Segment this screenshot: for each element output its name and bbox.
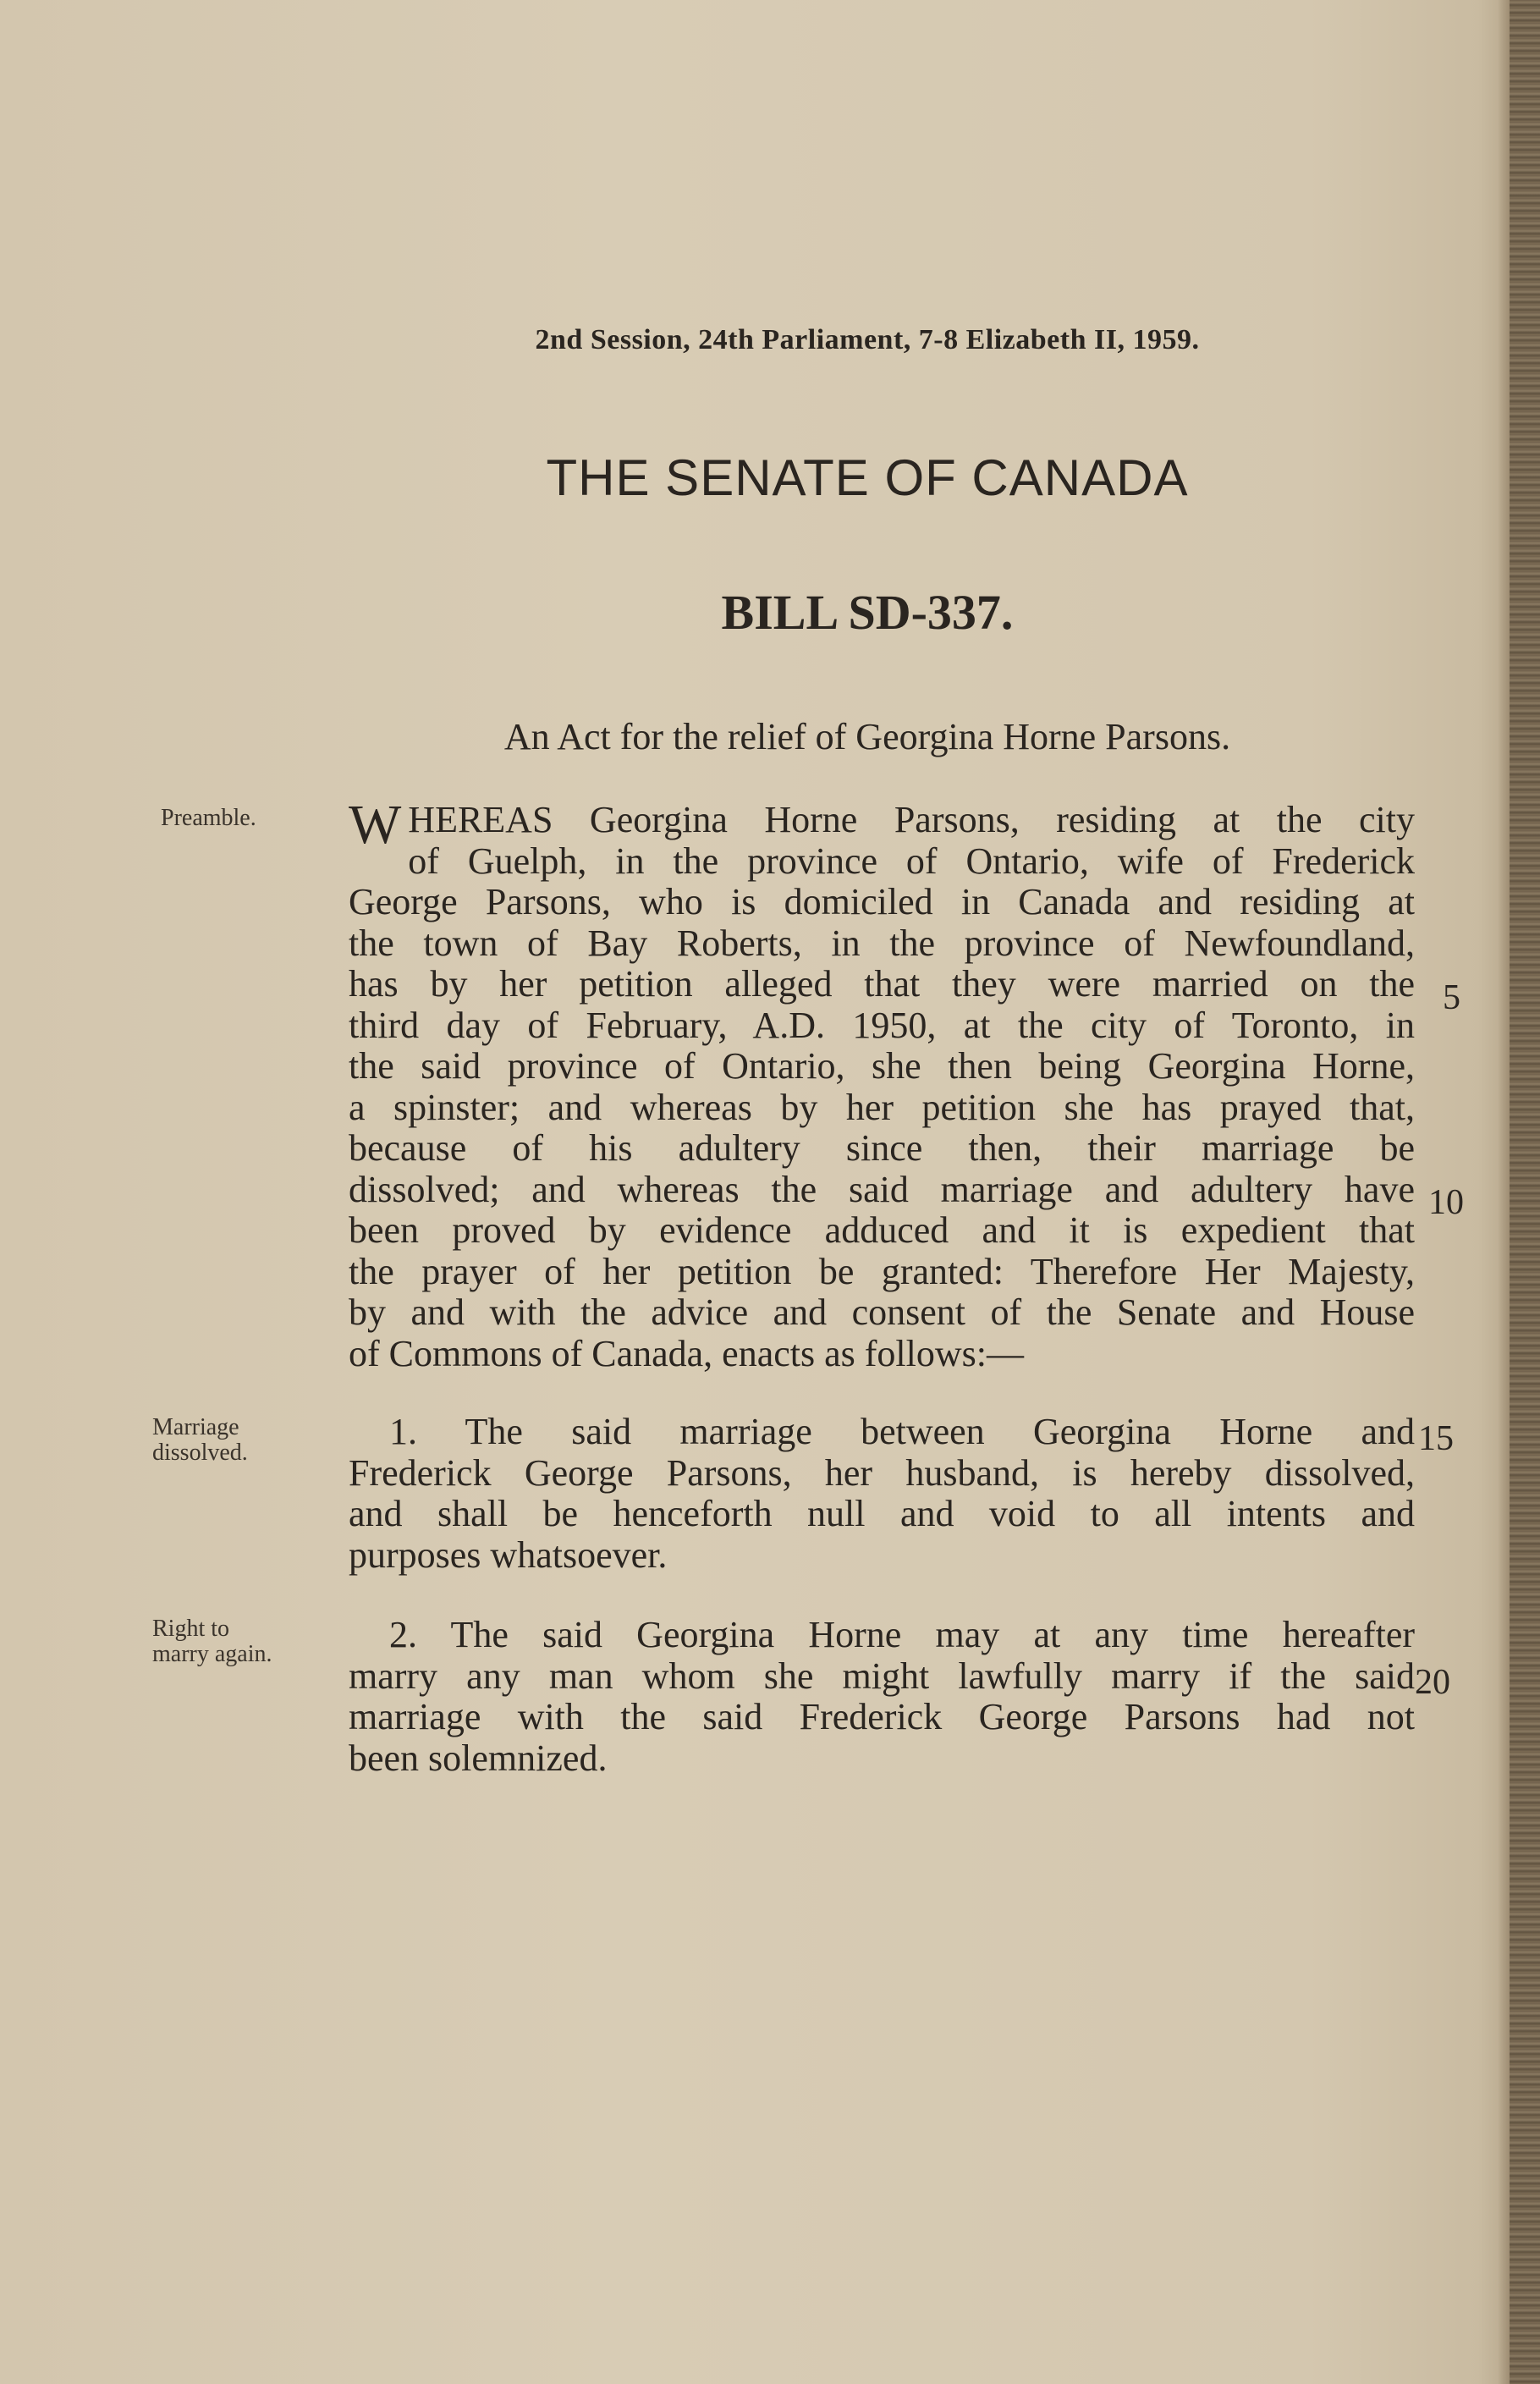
preamble-line: has by her petition alleged that they were married on the (349, 963, 1415, 1005)
preamble-paragraph (349, 794, 1415, 1374)
margin-note-preamble: Preamble. (161, 805, 256, 831)
preamble-line: the town of Bay Roberts, in the province of Newfoundland, (349, 922, 1415, 964)
preamble-line: George Parsons, who is domiciled in Canada and residing at (349, 881, 1415, 922)
line-number-10: 10 (1428, 1183, 1464, 1222)
preamble-line: dissolved; and whereas the said marriage and adultery have (349, 1168, 1415, 1210)
bill-number: BILL SD-337. (721, 585, 1014, 640)
section-2-line: marry any man whom she might lawfully marry if the said (349, 1654, 1415, 1697)
preamble-line: a spinster; and whereas by her petition she has prayed that, (349, 1086, 1415, 1128)
margin-note-line: marry again. (152, 1641, 272, 1667)
section-1-paragraph (349, 1412, 1415, 1576)
preamble-line: of Guelph, in the province of Ontario, wife of Frederick (408, 840, 1415, 882)
book-spine-edge (1510, 0, 1540, 2384)
margin-note-line: Marriage (152, 1414, 239, 1440)
preamble-line: HEREAS Georgina Horne Parsons, residing at the city (408, 799, 1415, 840)
section-1-line: Frederick George Parsons, her husband, is hereby dissolved, (349, 1451, 1415, 1494)
preamble-line: third day of February, A.D. 1950, at the city of Toronto, in (349, 1004, 1415, 1046)
preamble-line: the prayer of her petition be granted: Therefore Her Majesty, (349, 1250, 1415, 1292)
section-2-line: been solemnized. (349, 1737, 608, 1779)
section-1-line: 1. The said marriage between Georgina Horne and (389, 1411, 1415, 1452)
section-1-line: purposes whatsoever. (349, 1533, 668, 1576)
preamble-line: because of his adultery since then, their marriage be (349, 1127, 1415, 1169)
section-2-line: marriage with the said Frederick George Parsons had not (349, 1696, 1415, 1737)
margin-note-line: Right to (152, 1616, 230, 1642)
line-number-15: 15 (1418, 1419, 1454, 1458)
senate-title: THE SENATE OF CANADA (546, 449, 1189, 506)
preamble-line: been proved by evidence adduced and it is expedient that (349, 1209, 1415, 1251)
page-edge-shadow (1498, 0, 1510, 2384)
margin-note-marriage-dissolved (152, 1415, 322, 1466)
session-heading: 2nd Session, 24th Parliament, 7-8 Elizabeth II, 1959. (535, 324, 1200, 355)
line-number-20: 20 (1415, 1663, 1450, 1702)
section-1-line: and shall be henceforth null and void to all intents and (349, 1493, 1415, 1534)
preamble-dropcap: W (349, 794, 402, 856)
section-2-paragraph (349, 1615, 1415, 1779)
line-number-5: 5 (1443, 978, 1460, 1017)
preamble-line: by and with the advice and consent of the Senate and House (349, 1291, 1415, 1333)
section-2-line: 2. The said Georgina Horne may at any time hereafter (389, 1614, 1415, 1655)
act-title: An Act for the relief of Georgina Horne Parsons. (503, 716, 1231, 757)
margin-note-right-to-marry (152, 1616, 322, 1667)
margin-note-line: dissolved. (152, 1440, 248, 1466)
preamble-line: the said province of Ontario, she then being Georgina Horne, (349, 1045, 1415, 1087)
preamble-line: of Commons of Canada, enacts as follows:— (349, 1332, 1024, 1374)
